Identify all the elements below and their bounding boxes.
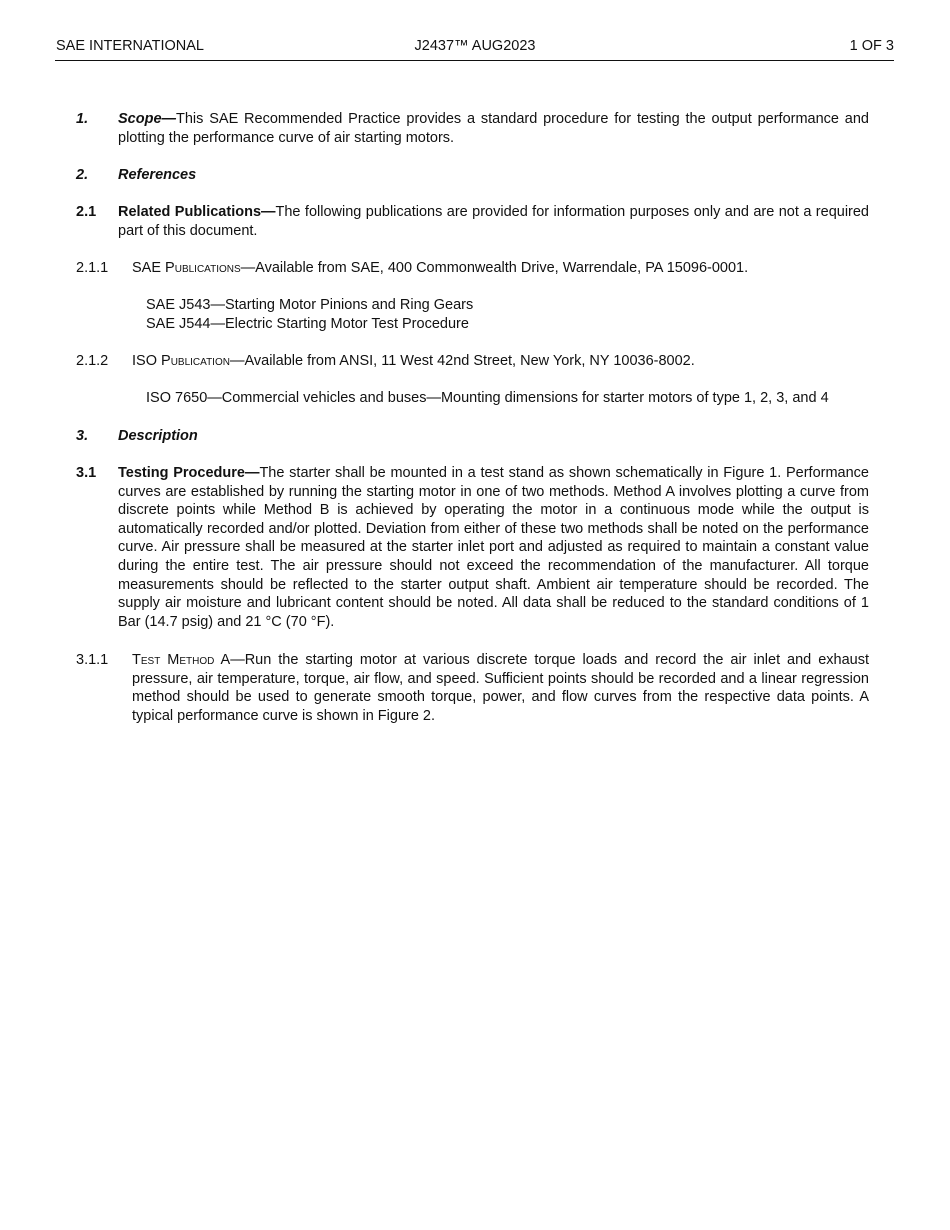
section-title-initial: SAE P [132, 260, 175, 276]
reference-item: SAE J543—Starting Motor Pinions and Ring Gears [146, 297, 474, 313]
section-text: This SAE Recommended Practice provides a standard procedure for testing the output performance and plotting the performance curve of air starting motors. [118, 111, 869, 146]
section-text: The starter shall be mounted in a test stand as shown schematically in Figure 1. Performance curves are established by running the starting motor in one of two methods. Method A involves plotting a curve from discrete points while Method B is achieved by operating the motor in a continuous mode while the output is automatically recorded and/or plotted. Deviation from either of these two methods shall be noted on the performance curve. Air pressure shall be measured at the starter inlet port and adjusted as required to maintain a constant value during the entire test. The air pressure should not exceed the recommendation of the manufacturer. All torque measurements should be reflected to the starter output shaft. Ambient air temperature should be recorded. The supply air moisture and lubricant content should be noted. All data shall be reduced to the standard conditions of 1 Bar (14.7 psig) and 21 °C (70 °F). [118, 465, 869, 630]
section-body [118, 110, 869, 147]
section-number: 3. [76, 428, 89, 444]
section-title: Description [118, 428, 198, 444]
section-title-initial: ISO P [132, 353, 171, 369]
section-body [132, 352, 869, 371]
section-title-rest: ublication [170, 353, 230, 369]
reference-item: ISO 7650—Commercial vehicles and buses—Mounting dimensions for starter motors of type 1, 2, 3, and 4 [146, 390, 829, 406]
section-number: 2.1.2 [76, 353, 109, 369]
section-body [132, 651, 869, 725]
section-number: 2.1 [76, 204, 97, 220]
section-body [132, 259, 869, 278]
header-org: SAE INTERNATIONAL [56, 38, 204, 54]
section-title: Testing Procedure— [118, 465, 260, 481]
section-title: References [118, 167, 197, 183]
section-title: Related Publications— [118, 204, 276, 220]
section-text: —Available from ANSI, 11 West 42nd Street, New York, NY 10036-8002. [229, 353, 695, 369]
section-number: 3.1 [76, 465, 97, 481]
section-number: 2. [76, 167, 89, 183]
running-header [55, 38, 894, 61]
section-body [118, 203, 869, 240]
header-page-number: 1 OF 3 [849, 38, 894, 54]
section-title: Scope— [118, 111, 177, 127]
section-text: The following publications are provided for information purposes only and are not a required part of this document. [118, 204, 869, 239]
section-title: Test Method [132, 652, 215, 668]
section-title-rest: ublications [174, 260, 241, 276]
section-text: —Available from SAE, 400 Commonwealth Drive, Warrendale, PA 15096-0001. [240, 260, 749, 276]
section-body [118, 464, 869, 631]
section-number: 3.1.1 [76, 652, 109, 668]
section-text: A—Run the starting motor at various discrete torque loads and record the air inlet and exhaust pressure, air temperature, torque, air flow, and speed. Sufficient points should be recorded and a linear regression method should be used to generate smooth torque, power, and flow curves from the respective data points. A typical performance curve is shown in Figure 2. [132, 652, 869, 724]
section-number: 2.1.1 [76, 260, 109, 276]
reference-item: SAE J544—Electric Starting Motor Test Procedure [146, 316, 469, 332]
header-doc-id: J2437™ AUG2023 [414, 38, 536, 54]
section-number: 1. [76, 111, 89, 127]
